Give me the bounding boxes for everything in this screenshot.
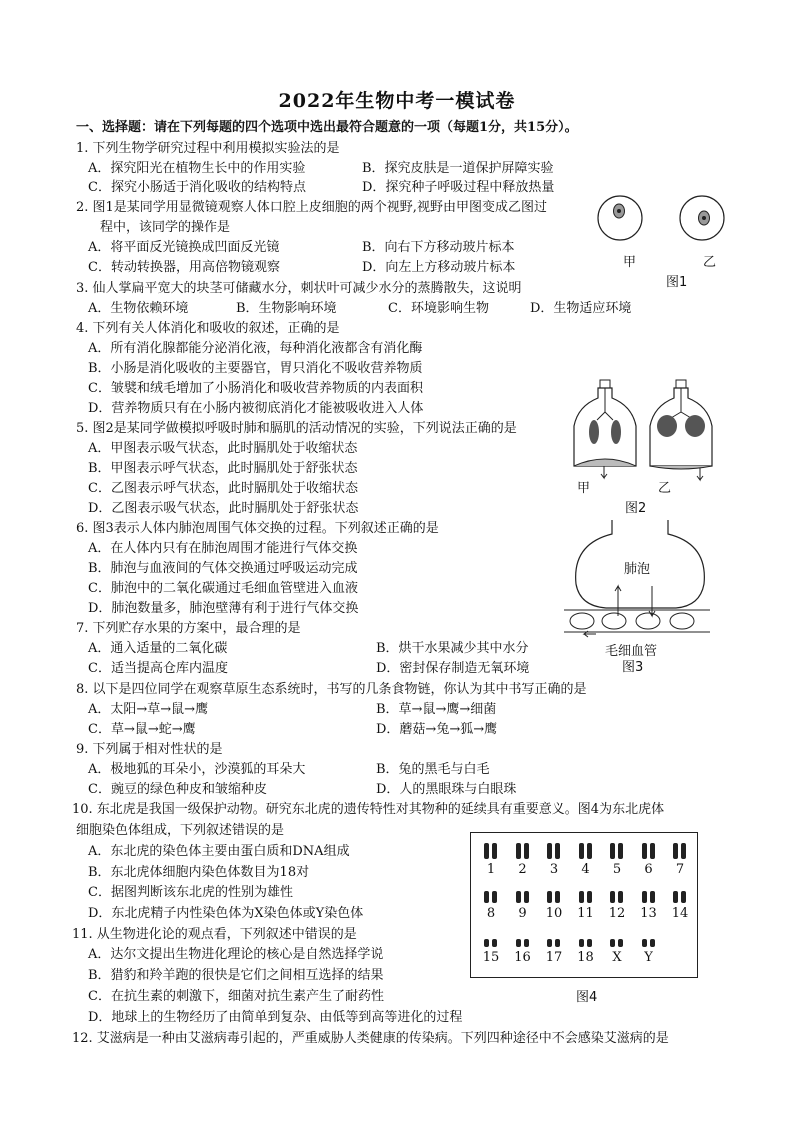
chromosome-number: 14: [671, 906, 689, 921]
chromosome-pair: [481, 843, 501, 857]
text-line: B．肺泡与血液间的气体交换通过呼吸运动完成: [88, 561, 358, 576]
chromosome-pair: [576, 931, 596, 945]
text-line: 程中，该同学的操作是: [100, 220, 231, 235]
section-heading: 一、选择题：请在下列每题的四个选项中选出最符合题意的一项（每题1分，共15分）。: [76, 120, 578, 135]
fig3-capillary-label: 毛细血管: [605, 644, 658, 659]
chromosome-pair: [607, 931, 627, 945]
fig4-caption: 图4: [576, 990, 598, 1005]
chromosome-number: X: [612, 950, 622, 965]
text-line: B．生物影响环境: [236, 301, 337, 316]
text-line: B．探究皮肤是一道保护屏障实验: [362, 161, 554, 176]
chromosome-number: 1: [486, 862, 496, 877]
fig1-caption: 图1: [666, 275, 688, 290]
chromosome-number: 3: [549, 862, 559, 877]
figure-4-karyotype: [470, 832, 698, 978]
text-line: C．环境影响生物: [388, 301, 489, 316]
text-line: D．肺泡数量多，肺泡壁薄有利于进行气体交换: [88, 601, 359, 616]
text-line: C．乙图表示呼气状态，此时膈肌处于收缩状态: [88, 481, 358, 496]
chromosome-pair: [513, 843, 533, 857]
text-line: C．适当提高仓库内温度: [88, 661, 228, 676]
chromosome-number: 17: [545, 950, 563, 965]
text-line: C．豌豆的绿色种皮和皱缩种皮: [88, 782, 267, 797]
text-line: D．乙图表示吸气状态，此时膈肌处于舒张状态: [88, 501, 359, 516]
text-line: D．地球上的生物经历了由简单到复杂、由低等到高等进化的过程: [88, 1010, 463, 1025]
text-line: C．探究小肠适于消化吸收的结构特点: [88, 180, 306, 195]
bell-jar-right: [650, 380, 712, 480]
chromosome-number: 5: [612, 862, 622, 877]
page-title: 2022年生物中考一模试卷: [278, 90, 516, 112]
text-line: C．肺泡中的二氧化碳通过毛细血管壁进入血液: [88, 581, 358, 596]
text-line: A．生物依赖环境: [88, 301, 189, 316]
chromosome-pair: [481, 887, 501, 901]
text-line: 2. 图1是某同学用显微镜观察人体口腔上皮细胞的两个视野,视野由甲图变成乙图过: [76, 200, 547, 215]
fig2-label-right: 乙: [658, 481, 672, 496]
text-line: C．在抗生素的刺激下，细菌对抗生素产生了耐药性: [88, 989, 384, 1004]
text-line: B．东北虎体细胞内染色体数目为18对: [88, 865, 310, 880]
text-line: 7. 下列贮存水果的方案中，最合理的是: [76, 621, 301, 636]
chromosome-pair: [513, 931, 533, 945]
chromosome-number: 13: [640, 906, 657, 921]
bell-jar-left: [574, 380, 636, 478]
chromosome-number: 8: [486, 906, 496, 921]
chromosome-pair: [513, 887, 533, 901]
text-line: A．通入适量的二氧化碳: [88, 641, 228, 656]
text-line: D．人的黑眼珠与白眼珠: [376, 782, 517, 797]
text-line: 5. 图2是某同学做模拟呼吸时肺和膈肌的活动情况的实验，下列说法正确的是: [76, 421, 517, 436]
chromosome-number: 9: [518, 906, 527, 921]
text-line: 11. 从生物进化论的观点看，下列叙述中错误的是: [72, 927, 357, 942]
text-line: A．东北虎的染色体主要由蛋白质和DNA组成: [88, 844, 350, 859]
text-line: A．探究阳光在植物生长中的作用实验: [88, 161, 306, 176]
text-line: A．将平面反光镜换成凹面反光镜: [88, 240, 280, 255]
chromosome-number: 15: [482, 950, 500, 965]
chromosome-pair: [639, 931, 659, 945]
chromosome-pair: [481, 931, 501, 945]
chromosome-pair: [576, 887, 596, 901]
chromosome-pair: [639, 843, 659, 857]
fig3-caption: 图3: [622, 660, 644, 675]
chromosome-number: 16: [514, 950, 531, 965]
chromosome-pair: [607, 843, 627, 857]
figure-1-microscope-views: [596, 190, 746, 270]
chromosome-number: 6: [644, 862, 653, 877]
text-line: 10. 东北虎是我国一级保护动物。研究东北虎的遗传特性对其物种的延续具有重要意义。图4为东北虎体: [72, 802, 665, 817]
chromosome-number: 10: [545, 906, 563, 921]
chromosome-pair: [670, 887, 690, 901]
text-line: D．蘑菇→兔→狐→鹰: [376, 722, 498, 737]
text-line: C．皱襞和绒毛增加了小肠消化和吸收营养物质的内表面积: [88, 381, 423, 396]
chromosome-pair: [670, 843, 690, 857]
text-line: D．探究种子呼吸过程中释放热量: [362, 180, 555, 195]
chromosome-pair: [544, 843, 564, 857]
text-line: B．甲图表示呼气状态，此时膈肌处于舒张状态: [88, 461, 358, 476]
text-line: A．极地狐的耳朵小，沙漠狐的耳朵大: [88, 762, 306, 777]
text-line: B．草→鼠→鹰→细菌: [376, 702, 497, 717]
text-line: A．达尔文提出生物进化理论的核心是自然选择学说: [88, 947, 384, 962]
chromosome-number: 18: [577, 950, 594, 965]
text-line: D．营养物质只有在小肠内被彻底消化才能被吸收进入人体: [88, 401, 424, 416]
text-line: D．东北虎精子内性染色体为X染色体或Y染色体: [88, 906, 364, 921]
text-line: B．猎豹和羚羊跑的很快是它们之间相互选择的结果: [88, 968, 384, 983]
text-line: 6. 图3表示人体内肺泡周围气体交换的过程。下列叙述正确的是: [76, 521, 439, 536]
text-line: A．甲图表示吸气状态，此时膈肌处于收缩状态: [88, 441, 358, 456]
text-line: 9. 下列属于相对性状的是: [76, 742, 223, 757]
chromosome-number: 7: [675, 862, 685, 877]
text-line: 1. 下列生物学研究过程中利用模拟实验法的是: [76, 141, 340, 156]
fig1-label-right: 乙: [703, 255, 717, 270]
chromosome-number: 2: [518, 862, 527, 877]
text-line: B．兔的黑毛与白毛: [376, 762, 490, 777]
text-line: C．据图判断该东北虎的性别为雄性: [88, 885, 293, 900]
fig3-alveolus-label: 肺泡: [624, 562, 651, 577]
text-line: D．生物适应环境: [530, 301, 632, 316]
figure-3-alveolus: [560, 518, 716, 638]
text-line: D．密封保存制造无氧环境: [376, 661, 530, 676]
chromosome-number: 12: [608, 906, 626, 921]
chromosome-number: 4: [581, 862, 590, 877]
chromosome-pair: [639, 887, 659, 901]
fig2-label-left: 甲: [577, 481, 591, 496]
text-line: A．所有消化腺都能分泌消化液，每种消化液都含有消化酶: [88, 341, 423, 356]
text-line: B．烘干水果减少其中水分: [376, 641, 529, 656]
text-line: 4. 下列有关人体消化和吸收的叙述，正确的是: [76, 321, 340, 336]
chromosome-pair: [576, 843, 596, 857]
text-line: A．太阳→草→鼠→鹰: [88, 702, 209, 717]
text-line: B．小肠是消化吸收的主要器官，胃只消化不吸收营养物质: [88, 361, 423, 376]
text-line: C．草→鼠→蛇→鹰: [88, 722, 196, 737]
text-line: D．向左上方移动玻片标本: [362, 260, 516, 275]
chromosome-number: 11: [577, 906, 594, 921]
text-line: A．在人体内只有在肺泡周围才能进行气体交换: [88, 541, 358, 556]
chromosome-pair: [544, 887, 564, 901]
fig2-caption: 图2: [625, 501, 647, 516]
chromosome-pair: [544, 931, 564, 945]
chromosome-pair: [607, 887, 627, 901]
text-line: 细胞染色体组成，下列叙述错误的是: [76, 823, 285, 838]
fig1-label-left: 甲: [623, 255, 637, 270]
chromosome-number: Y: [644, 950, 653, 965]
text-line: 8. 以下是四位同学在观察草原生态系统时，书写的几条食物链，你认为其中书写正确的是: [76, 682, 587, 697]
text-line: 3. 仙人掌扁平宽大的块茎可储藏水分，刺状叶可减少水分的蒸腾散失，这说明: [76, 281, 522, 296]
text-line: C．转动转换器，用高倍物镜观察: [88, 260, 280, 275]
text-line: B．向右下方移动玻片标本: [362, 240, 515, 255]
text-line: 12. 艾滋病是一种由艾滋病毒引起的，严重威胁人类健康的传染病。下列四种途径中不会感染艾滋病的是: [72, 1031, 669, 1046]
